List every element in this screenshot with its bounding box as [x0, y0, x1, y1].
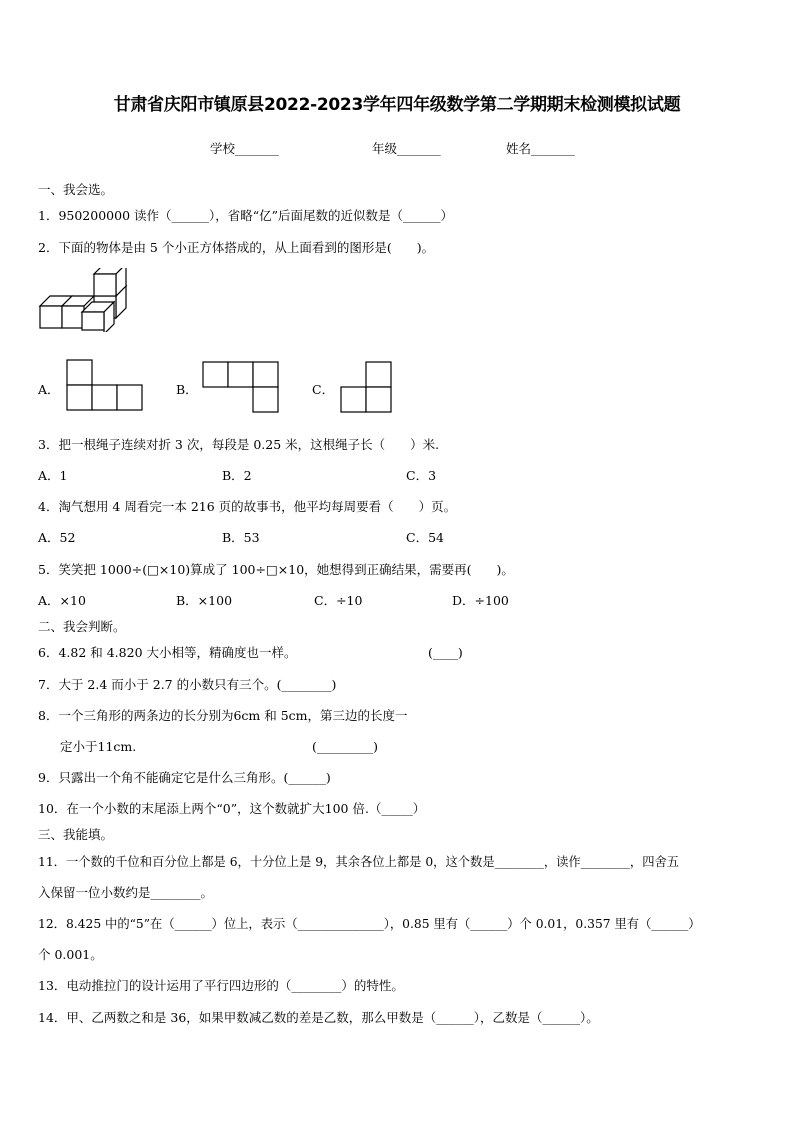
question-6: 6．4.82 和 4.820 大小相等，精确度也一样。	[38, 645, 297, 660]
question-10: 10．在一个小数的末尾添上两个“0”，这个数就扩大100 倍.（_____）	[38, 801, 426, 816]
q4-option-a[interactable]: A．52	[38, 530, 76, 545]
question-12-line-1: 12．8.425 中的“5”在（______）位上，表示（______________），0.85 里有（______）个 0.01，0.357 里有（______）	[38, 917, 701, 931]
question-3: 3．把一根绳子连续对折 3 次，每段是 0.25 米，这根绳子长（ ）米.	[38, 437, 440, 452]
question-8-line-2: 定小于11cm.	[60, 739, 137, 754]
q2-option-c-figure	[340, 361, 394, 415]
question-9: 9．只露出一个角不能确定它是什么三角形。(______)	[38, 770, 331, 785]
q5-option-b[interactable]: B．×100	[176, 593, 233, 608]
q5-option-c[interactable]: C．÷10	[314, 593, 363, 608]
q8-answer-blank[interactable]: (_________)	[312, 739, 379, 754]
question-14: 14．甲、乙两数之和是 36，如果甲数减乙数的差是乙数，那么甲数是（______），乙数是（______）。	[38, 1010, 599, 1025]
question-12-line-2: 个 0.001。	[38, 947, 103, 962]
q2-option-a[interactable]: A．	[38, 382, 60, 397]
question-13: 13．电动推拉门的设计运用了平行四边形的（________）的特性。	[38, 978, 404, 993]
q3-option-a[interactable]: A．1	[38, 468, 68, 483]
question-8-line-1: 8．一个三角形的两条边的长分别为6cm 和 5cm，第三边的长度一	[38, 708, 408, 723]
q4-option-b[interactable]: B．53	[222, 530, 260, 545]
school-field[interactable]: 学校_______	[210, 141, 279, 156]
q5-option-a[interactable]: A．×10	[38, 593, 86, 608]
question-11-line-2: 入保留一位小数约是________。	[38, 885, 214, 900]
q3-option-c[interactable]: C．3	[406, 468, 437, 483]
q6-answer-blank[interactable]: (____)	[428, 645, 463, 660]
question-7: 7．大于 2.4 而小于 2.7 的小数只有三个。(________)	[38, 677, 337, 692]
q2-option-a-figure	[66, 359, 144, 413]
q3-option-b[interactable]: B．2	[222, 468, 252, 483]
name-field[interactable]: 姓名_______	[506, 141, 575, 156]
question-5: 5．笑笑把 1000÷(□×10)算成了 100÷□×10，她想得到正确结果，需要再( )。	[38, 562, 514, 577]
q2-option-c[interactable]: C．	[312, 382, 335, 397]
q4-option-c[interactable]: C．54	[406, 530, 444, 545]
q2-option-b-figure	[202, 361, 280, 415]
question-2: 2．下面的物体是由 5 个小正方体搭成的，从上面看到的图形是( )。	[38, 240, 435, 255]
question-4: 4．淘气想用 4 周看完一本 216 页的故事书，他平均每周要看（ ）页。	[38, 499, 457, 514]
q5-option-d[interactable]: D．÷100	[452, 593, 509, 608]
grade-field[interactable]: 年级_______	[372, 141, 441, 156]
question-1: 1．950200000 读作（______），省略“亿”后面尾数的近似数是（______）	[38, 208, 454, 223]
question-11-line-1: 11．一个数的千位和百分位上都是 6，十分位上是 9，其余各位上都是 0，这个数是________，读作________，四舍五	[38, 855, 680, 869]
cube-stack-figure	[38, 268, 130, 332]
section-1-heading: 一、我会选。	[38, 182, 114, 197]
q2-option-b[interactable]: B．	[176, 382, 198, 397]
section-3-heading: 三、我能填。	[38, 827, 114, 842]
page-title: 甘肃省庆阳市镇原县2022-2023学年四年级数学第二学期期末检测模拟试题	[113, 95, 681, 115]
section-2-heading: 二、我会判断。	[38, 619, 126, 634]
